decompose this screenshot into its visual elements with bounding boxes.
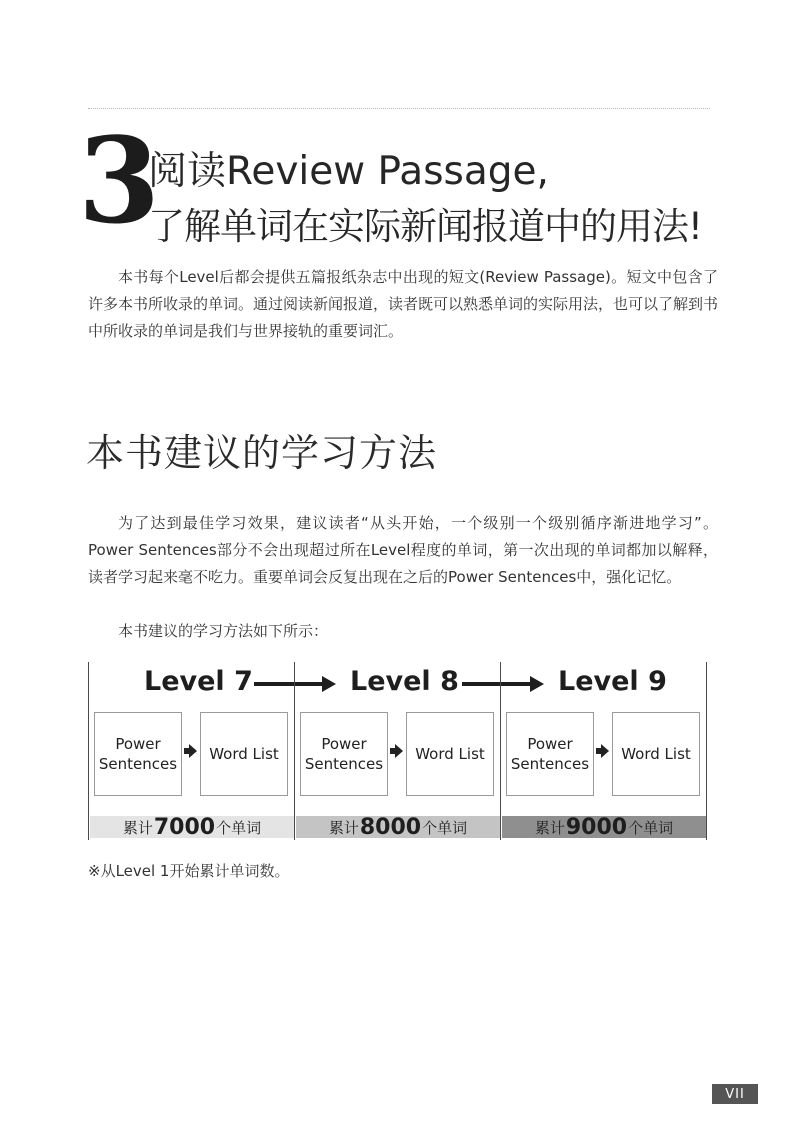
- level-progress-diagram: [88, 662, 710, 840]
- level-title: Level 7: [144, 666, 253, 697]
- level-column: [88, 662, 294, 840]
- arrow-right-icon: [395, 744, 403, 758]
- column-divider: [294, 662, 295, 840]
- count-suffix: 个单词: [628, 818, 674, 837]
- section-heading-line1: 阅读Review Passage,: [148, 149, 549, 194]
- word-count: 8000: [359, 814, 422, 840]
- study-method-paragraph: 为了达到最佳学习效果，建议读者“从头开始，一个级别一个级别循序渐进地学习”。Power Sentences部分不会出现超过所在Level程度的单词，第一次出现的单词都加以解释，读者学习起来毫不吃力。重要单词会反复出现在之后的Power Sentences中，强化记忆。: [88, 514, 718, 586]
- word-list-box: Word List: [612, 712, 700, 796]
- level-column: [500, 662, 706, 840]
- count-suffix: 个单词: [216, 818, 262, 837]
- footnote: ※从Level 1开始累计单词数。: [88, 862, 290, 880]
- power-sentences-box: Power Sentences: [506, 712, 594, 796]
- study-method-intro: 本书建议的学习方法如下所示：: [118, 622, 329, 640]
- arrow-right-icon: [189, 744, 197, 758]
- word-count-bar: [296, 816, 500, 838]
- page-number: VII: [712, 1084, 758, 1104]
- arrow-right-icon: [601, 744, 609, 758]
- level-title: Level 8: [350, 666, 459, 697]
- word-list-box: Word List: [406, 712, 494, 796]
- word-count: 7000: [153, 814, 216, 840]
- count-prefix: 累计: [122, 818, 153, 837]
- word-count: 9000: [565, 814, 628, 840]
- level-title: Level 9: [558, 666, 667, 697]
- section-number: 3: [78, 111, 161, 250]
- level-column: [294, 662, 500, 840]
- section3-paragraph: 本书每个Level后都会提供五篇报纸杂志中出现的短文(Review Passage)。短文中包含了许多本书所收录的单词。通过阅读新闻报道，读者既可以熟悉单词的实际用法，也可以了解到书中所收录的单词是我们与世界接轨的重要词汇。: [88, 268, 719, 340]
- column-divider: [88, 662, 89, 840]
- count-suffix: 个单词: [422, 818, 468, 837]
- word-list-box: Word List: [200, 712, 288, 796]
- study-method-title: 本书建议的学习方法: [86, 431, 438, 475]
- count-prefix: 累计: [534, 818, 565, 837]
- word-count-bar: [90, 816, 294, 838]
- word-count-bar: [502, 816, 706, 838]
- power-sentences-box: Power Sentences: [300, 712, 388, 796]
- power-sentences-box: Power Sentences: [94, 712, 182, 796]
- count-prefix: 累计: [328, 818, 359, 837]
- top-divider: [88, 108, 710, 109]
- section-heading-line2: 了解单词在实际新闻报道中的用法!: [148, 205, 702, 248]
- column-divider: [500, 662, 501, 840]
- column-divider: [706, 662, 707, 840]
